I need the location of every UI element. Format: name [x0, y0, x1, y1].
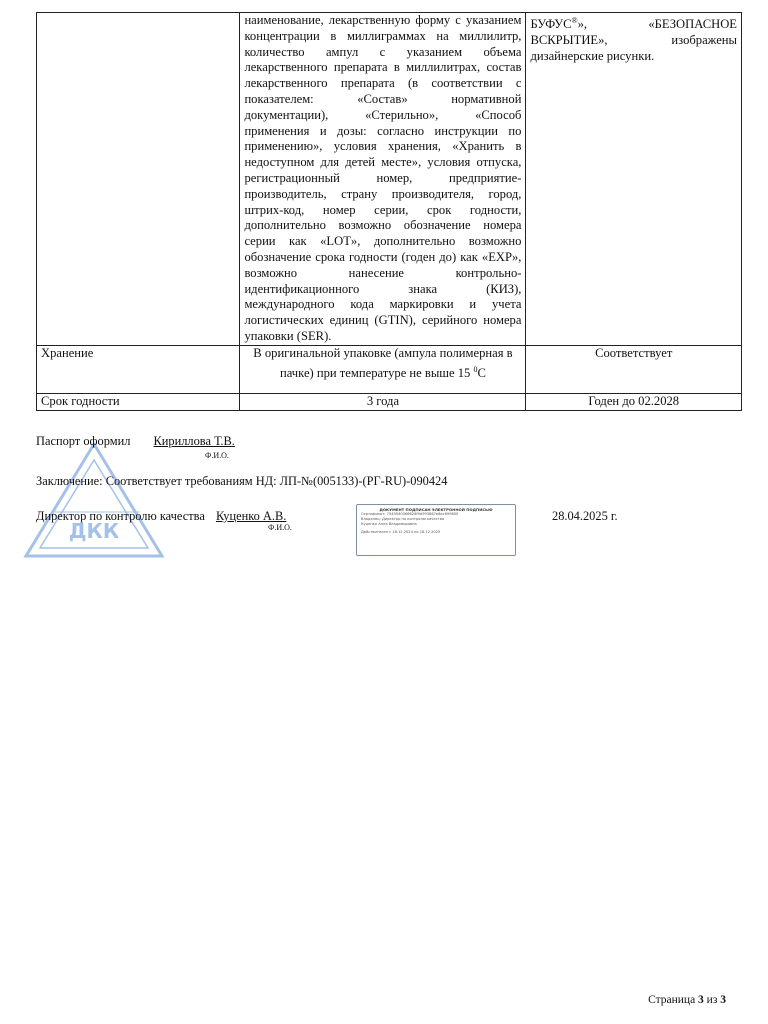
signature-date: 28.04.2025 г. — [552, 509, 618, 523]
registered-mark: ® — [571, 16, 578, 25]
temperature-unit: С — [477, 365, 486, 380]
storage-label-cell — [37, 345, 240, 393]
electronic-signature-box — [356, 504, 516, 556]
storage-result-cell — [526, 345, 742, 393]
page-total: 3 — [720, 994, 726, 1006]
row1-col1-cell — [37, 13, 240, 346]
director-fio-caption: Ф.И.О. — [268, 523, 292, 532]
director-line — [36, 509, 286, 524]
labeling-result-text: », «БЕЗОПАСНОЕ ВСКРЫТИЕ», изображены дизайнерские рисунки. — [530, 17, 737, 63]
shelf-life-requirement-cell — [240, 393, 526, 410]
passport-fio-caption: Ф.И.О. — [205, 451, 229, 460]
page-number — [648, 994, 726, 1006]
storage-result: Соответствует — [595, 345, 673, 360]
storage-requirement-cell — [240, 345, 526, 393]
shelf-life-label: Срок годности — [41, 393, 120, 408]
shelf-life-requirement: 3 года — [366, 393, 400, 408]
degree-sup: 0 — [473, 364, 478, 374]
storage-label: Хранение — [41, 345, 94, 360]
table-row — [37, 13, 742, 346]
stamp-text: ДКК — [68, 519, 120, 543]
labeling-requirements-text: наименование, лекарственную форму с указанием концентрации в миллиграммах на миллилитр, количество ампул с указанием объема лекарственного препарата в миллилитрах, состав лекарственного препарата (в соответствии с показателем: «Состав» нормативной документации), «Стерильно», «Способ применения и дозы: согласно инструкции по применению», условия хранения, «Хранить в недоступном для детей месте», условия отпуска, регистрационный номер, предприятие-производитель, страну производителя, город, штрих-код, номер серии, срок годности, дополнительно возможно обозначение номера серии как «LOT», дополнительно возможно обозначение срока годности (годен до) как «EXP», возможно нанесение контрольно-идентификационного знака (КИЗ), международного кода маркировки и учета логистических единиц (GTIN), серийного номера упаковки (SER). — [244, 13, 522, 343]
esig-title: ДОКУМЕНТ ПОДПИСАН ЭЛЕКТРОННОЙ ПОДПИСЬЮ — [379, 507, 493, 512]
storage-requirement-text: В оригинальной упаковке (ампула полимерная в пачке) при температуре не выше 15 — [253, 345, 513, 380]
director-name: Куценко А.В. — [215, 509, 287, 523]
passport-label: Паспорт оформил — [36, 434, 131, 448]
page-middle: из — [703, 994, 721, 1006]
passport-line — [36, 434, 235, 449]
shelf-life-result: Годен до 02.2028 — [588, 393, 680, 408]
page-prefix: Страница — [648, 994, 699, 1006]
labeling-result-prefix: БУФУС — [530, 17, 572, 32]
conclusion-text: Заключение: Соответствует требованиям НД: ЛП-№(005133)-(РГ-RU)-090424 — [36, 474, 448, 488]
shelf-life-label-cell — [37, 393, 240, 410]
director-label: Директор по контролю качества — [36, 509, 205, 523]
page-current: 3 — [698, 994, 704, 1006]
table-row — [37, 393, 742, 410]
table-row — [37, 345, 742, 393]
esig-person: Куценко Анна Владимировна — [361, 522, 417, 526]
esig-cert: Сертификат: 7549540066626f9d993867e8ec699600 — [361, 512, 459, 516]
esig-valid: Действителен с 18.12.2024 по 18.12.2025 — [361, 530, 441, 534]
quality-stamp — [22, 440, 167, 560]
row1-col2-cell — [240, 13, 526, 346]
shelf-life-result-cell — [526, 393, 742, 410]
esig-owner: Владелец: Директор по контролю качества — [361, 517, 445, 521]
passport-name: Кириллова Т.В. — [153, 434, 235, 448]
specification-table — [36, 12, 742, 411]
row1-col3-cell — [526, 13, 742, 346]
